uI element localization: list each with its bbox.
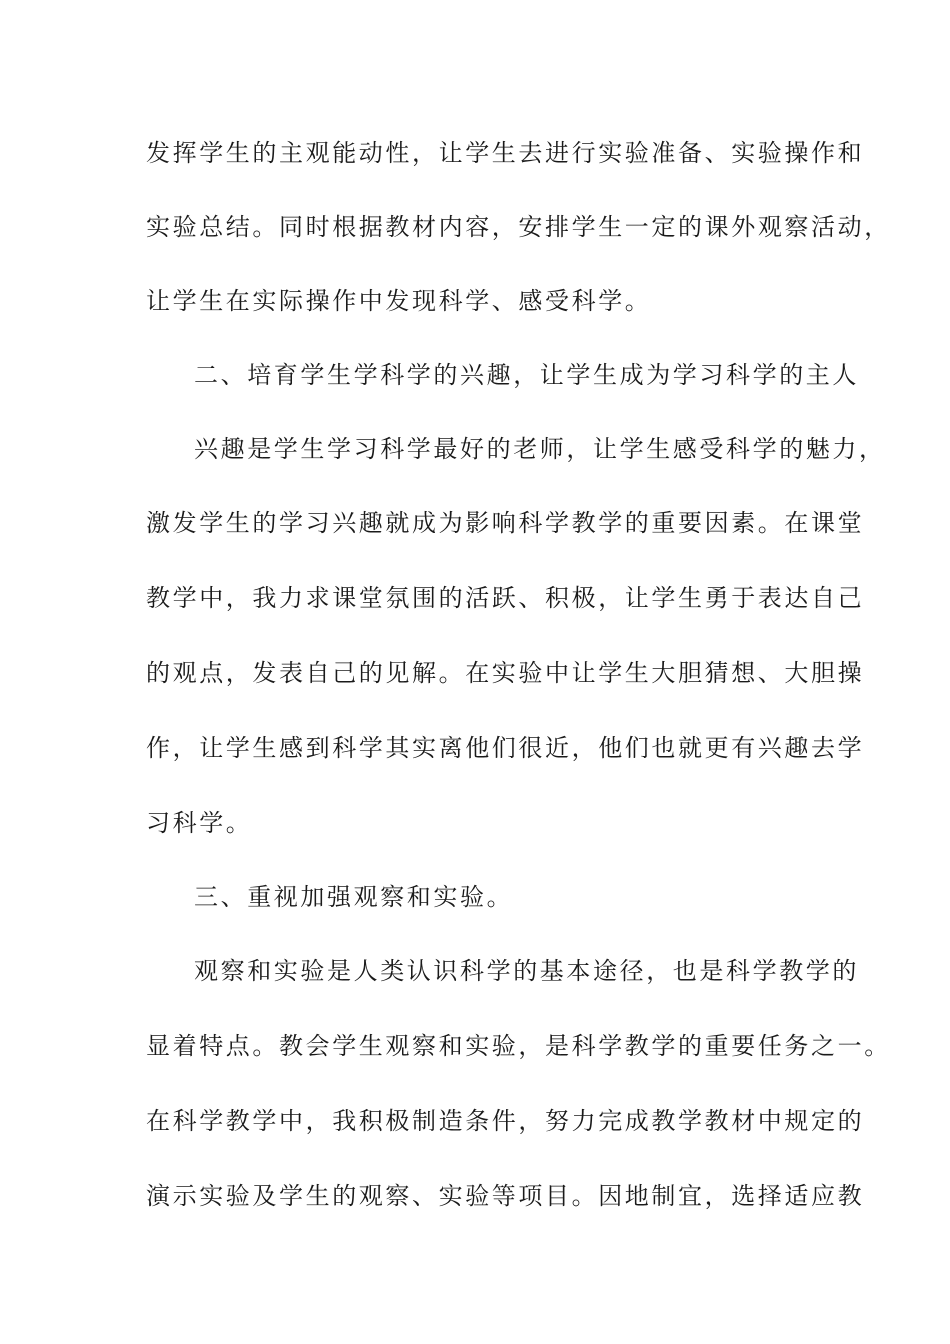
text-line-14: 在科学教学中，我积极制造条件，努力完成教学教材中规定的	[146, 1107, 865, 1135]
text-line-12: 观察和实验是人类认识科学的基本途径，也是科学教学的	[194, 957, 859, 985]
text-line-10: 习科学。	[146, 809, 253, 837]
section-heading-2: 二、培育学生学科学的兴趣，让学生成为学习科学的主人	[194, 361, 859, 389]
text-line-1: 发挥学生的主观能动性，让学生去进行实验准备、实验操作和	[146, 139, 865, 167]
text-line-15: 演示实验及学生的观察、实验等项目。因地制宜，选择适应教	[146, 1182, 865, 1210]
text-line-6: 激发学生的学习兴趣就成为影响科学教学的重要因素。在课堂	[146, 509, 865, 537]
text-line-3: 让学生在实际操作中发现科学、感受科学。	[146, 287, 652, 315]
text-line-9: 作，让学生感到科学其实离他们很近，他们也就更有兴趣去学	[146, 734, 865, 762]
section-heading-3: 三、重视加强观察和实验。	[194, 883, 514, 911]
text-line-2: 实验总结。同时根据教材内容，安排学生一定的课外观察活动，	[146, 213, 891, 241]
text-line-8: 的观点，发表自己的见解。在实验中让学生大胆猜想、大胆操	[146, 659, 865, 687]
text-line-7: 教学中，我力求课堂氛围的活跃、积极，让学生勇于表达自己	[146, 584, 865, 612]
text-line-5: 兴趣是学生学习科学最好的老师，让学生感受科学的魅力，	[194, 435, 886, 463]
text-line-13: 显着特点。教会学生观察和实验，是科学教学的重要任务之一。	[146, 1032, 891, 1060]
